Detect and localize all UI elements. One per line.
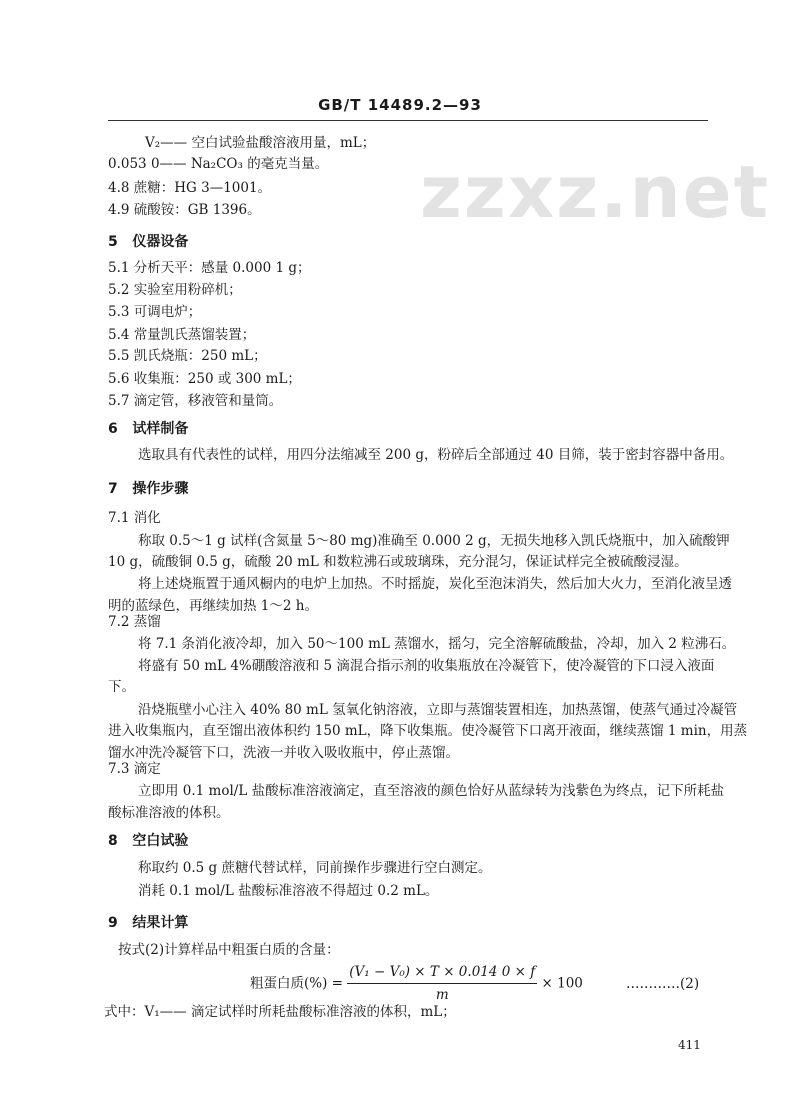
paragraph-line: 下。 xyxy=(108,679,135,695)
list-item: 5.2 实验室用粉碎机； xyxy=(108,282,242,298)
paragraph-line: 按式(2)计算样品中粗蛋白质的含量： xyxy=(118,942,340,958)
formula-lhs: 粗蛋白质(%) = xyxy=(250,975,343,992)
paragraph-line: 式中：V₁—— 滴定试样时所耗盐酸标准溶液的体积，mL； xyxy=(104,1004,456,1020)
formula-numerator: (V₁ − V₀) × T × 0.014 0 × f xyxy=(347,962,537,984)
paragraph-line: 将上述烧瓶置于通风橱内的电炉上加热。不时摇旋，炭化至泡沫消失，然后加大火力，至消化液呈透 xyxy=(138,576,732,592)
subsection-title: 7.1 消化 xyxy=(108,510,161,526)
list-item: 5.1 分析天平：感量 0.000 1 g； xyxy=(108,260,311,276)
header-rule xyxy=(108,120,708,121)
equation-label: …………(2) xyxy=(626,976,700,992)
list-item: 5.3 可调电炉； xyxy=(108,304,202,320)
subsection-title: 7.3 滴定 xyxy=(108,761,161,777)
paragraph-line: 将盛有 50 mL 4%硼酸溶液和 5 滴混合指示剂的收集瓶放在冷凝管下，使冷凝管的下口浸入液面 xyxy=(138,658,715,674)
formula-denominator: m xyxy=(435,987,449,1003)
list-item: 5.4 常量凯氏蒸馏装置； xyxy=(108,327,256,343)
list-item: 5.5 凯氏烧瓶：250 mL； xyxy=(108,348,267,364)
paragraph-line: 馏水冲洗冷凝管下口，洗液一并收入吸收瓶中，停止蒸馏。 xyxy=(108,745,459,761)
text-line: 4.8 蔗糖：HG 3—1001。 xyxy=(108,180,272,196)
paragraph-line: 将 7.1 条消化液冷却，加入 50～100 mL 蒸馏水，摇匀，完全溶解硫酸盐，冷却，加入 2 粒沸石。 xyxy=(138,636,736,652)
page-header: GB/T 14489.2—93 xyxy=(318,96,482,114)
formula xyxy=(250,962,583,1005)
paragraph-line: 沿烧瓶壁小心注入 40% 80 mL 氢氧化钠溶液，立即与蒸馏装置相连，加热蒸馏，使蒸气通过冷凝管 xyxy=(138,702,738,718)
list-item: 5.6 收集瓶：250 或 300 mL； xyxy=(108,371,301,387)
paragraph: 选取具有代表性的试样，用四分法缩减至 200 g，粉碎后全部通过 40 目筛，装于密封容器中备用。 xyxy=(138,447,734,463)
section-heading: 8 空白试验 xyxy=(108,833,189,849)
subsection-title: 7.2 蒸馏 xyxy=(108,614,161,630)
paragraph-line: 进入收集瓶内，直至馏出液体积约 150 mL，降下收集瓶。使冷凝管下口离开液面，继续蒸馏 1 min，用蒸 xyxy=(108,723,748,739)
list-item: 5.7 滴定管，移液管和量筒。 xyxy=(108,393,283,409)
paragraph-line: 称取约 0.5 g 蔗糖代替试样，同前操作步骤进行空白测定。 xyxy=(138,860,492,876)
watermark: zzxz.net xyxy=(420,150,771,234)
text-line: 0.053 0—— Na₂CO₃ 的毫克当量。 xyxy=(108,156,329,172)
paragraph-line: 立即用 0.1 mol/L 盐酸标准溶液滴定，直至溶液的颜色恰好从蓝绿转为浅紫色为终点，记下所耗盐 xyxy=(138,783,725,799)
section-heading: 9 结果计算 xyxy=(108,915,189,931)
section-heading: 6 试样制备 xyxy=(108,421,189,437)
paragraph-line: 称取 0.5～1 g 试样(含氮量 5～80 mg)准确至 0.000 2 g，无损失地移入凯氏烧瓶中，加入硫酸钾 xyxy=(138,533,730,549)
paragraph-line: 消耗 0.1 mol/L 盐酸标准溶液不得超过 0.2 mL。 xyxy=(138,883,439,899)
page-number: 411 xyxy=(678,1038,701,1052)
paragraph-line: 酸标准溶液的体积。 xyxy=(108,805,230,821)
text-line: 4.9 硫酸铵：GB 1396。 xyxy=(108,202,261,218)
formula-rhs: × 100 xyxy=(541,975,583,992)
paragraph-line: 10 g，硫酸铜 0.5 g，硫酸 20 mL 和数粒沸石或玻璃珠，充分混匀，保证试样完全被硫酸浸湿。 xyxy=(108,554,688,570)
section-heading: 5 仪器设备 xyxy=(108,234,189,250)
paragraph-line: 明的蓝绿色，再继续加热 1～2 h。 xyxy=(108,598,318,614)
section-heading: 7 操作步骤 xyxy=(108,481,189,497)
formula-fraction xyxy=(347,962,537,1005)
text-line: V₂—— 空白试验盐酸溶液用量，mL； xyxy=(145,135,376,151)
